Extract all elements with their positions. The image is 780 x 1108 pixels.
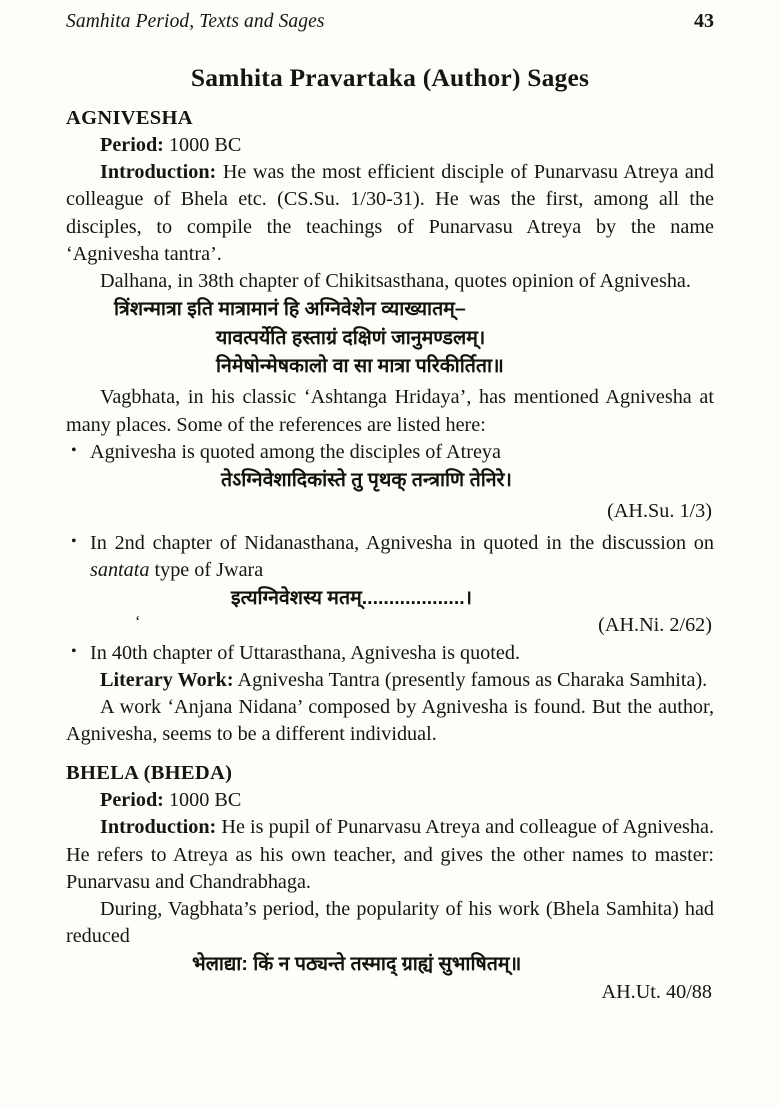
sanskrit-verse-line-1: यावत्पर्येति हस्ताग्रं दक्षिणं जानुमण्डलम्। (216, 326, 486, 349)
introduction-paragraph (66, 814, 714, 896)
section-bhela (66, 762, 714, 1006)
chapter-title: Samhita Pravartaka (Author) Sages (190, 63, 590, 92)
citation-row (66, 612, 714, 639)
sanskrit-verse-line-2: निमेषोन्मेषकालो वा सा मात्रा परिकीर्तिता॥ (216, 354, 504, 377)
sage-heading-agnivesha: AGNIVESHA (66, 107, 193, 129)
introduction-label: Introduction: (100, 816, 217, 839)
bullet-icon: • (71, 441, 77, 459)
vagbhata-paragraph: Vagbhata, in his classic ‘Ashtanga Hridaya’, has mentioned Agnivesha at many places. Some of the references are listed here: (66, 386, 714, 436)
during-vagbhata-paragraph: During, Vagbhata’s period, the popularity of his work (Bhela Samhita) had reduced (66, 897, 714, 948)
period-label: Period: (100, 789, 164, 812)
reference-list (66, 439, 714, 667)
sanskrit-quote-2: इत्यग्निवेशस्य मतम्...................। (231, 586, 473, 609)
anjana-nidana-paragraph: A work ‘Anjana Nidana’ composed by Agnivesha is found. But the author, Agnivesha, seems to be a different individual. (66, 695, 714, 746)
sage-heading-bhela: BHELA (BHEDA) (66, 762, 233, 785)
period-label: Period: (100, 134, 164, 156)
page-number: 43 (694, 10, 714, 32)
sanskrit-quote-1: तेऽग्निवेशादिकांस्ते तु पृथक् तन्त्राणि तेनिरे। (221, 468, 512, 491)
citation-ah-su: (AH.Su. 1/3) (607, 500, 712, 523)
list-item-text: Agnivesha is quoted among the disciples of Atreya (90, 440, 501, 463)
list-item-text: In 40th chapter of Uttarasthana, Agnivesha is quoted. (90, 641, 520, 664)
sanskrit-quote-bhela: भेलाद्या: किं न पठ्यन्ते तस्माद् ग्राह्यं सुभाषितम्॥ (192, 953, 522, 976)
stray-quote-mark: ‘ (134, 612, 140, 632)
literary-work-text: Agnivesha Tantra (presently famous as Charaka Samhita). (233, 668, 708, 691)
running-head (66, 0, 714, 44)
citation-ah-ni: (AH.Ni. 2/62) (598, 614, 712, 637)
list-item-italic-term: santata (90, 558, 150, 581)
literary-work-paragraph (66, 667, 714, 694)
list-item-text-after: type of Jwara (149, 558, 264, 581)
period-line (66, 132, 714, 159)
period-value: 1000 BC (163, 134, 242, 156)
list-item (66, 439, 714, 466)
sanskrit-intro-line: त्रिंशन्मात्रा इति मात्रामानं हि अग्निवेशेन व्याख्यातम्– (114, 298, 466, 321)
introduction-paragraph (66, 159, 714, 268)
bullet-icon: • (71, 642, 77, 660)
bullet-icon: • (71, 532, 77, 550)
period-value: 1000 BC (163, 789, 242, 812)
citation-ah-ut: AH.Ut. 40/88 (601, 980, 712, 1003)
introduction-text: He was the most efficient disciple of Punarvasu Atreya and colleague of Bhela etc. (CS.Su. 1/30-31). He was the first, among all the disciples, to compile the teachings of Punarvasu Atreya by the name ‘Agnivesha tantra’. (66, 161, 714, 265)
list-item-text-before: In 2nd chapter of Nidanasthana, Agnivesha in quoted in the discussion on (90, 531, 714, 554)
list-item (66, 530, 714, 584)
dalhana-paragraph: Dalhana, in 38th chapter of Chikitsasthana, quotes opinion of Agnivesha. (100, 269, 691, 292)
literary-work-label: Literary Work: (100, 668, 234, 691)
running-head-title: Samhita Period, Texts and Sages (66, 11, 325, 32)
section-agnivesha (66, 107, 714, 748)
period-line (66, 787, 714, 814)
list-item (66, 640, 714, 667)
introduction-text: He is pupil of Punarvasu Atreya and colleague of Agnivesha. He refers to Atreya as his own teacher, and gives the other names to master: Punarvasu and Chandrabhaga. (66, 816, 714, 893)
introduction-label: Introduction: (100, 161, 217, 184)
